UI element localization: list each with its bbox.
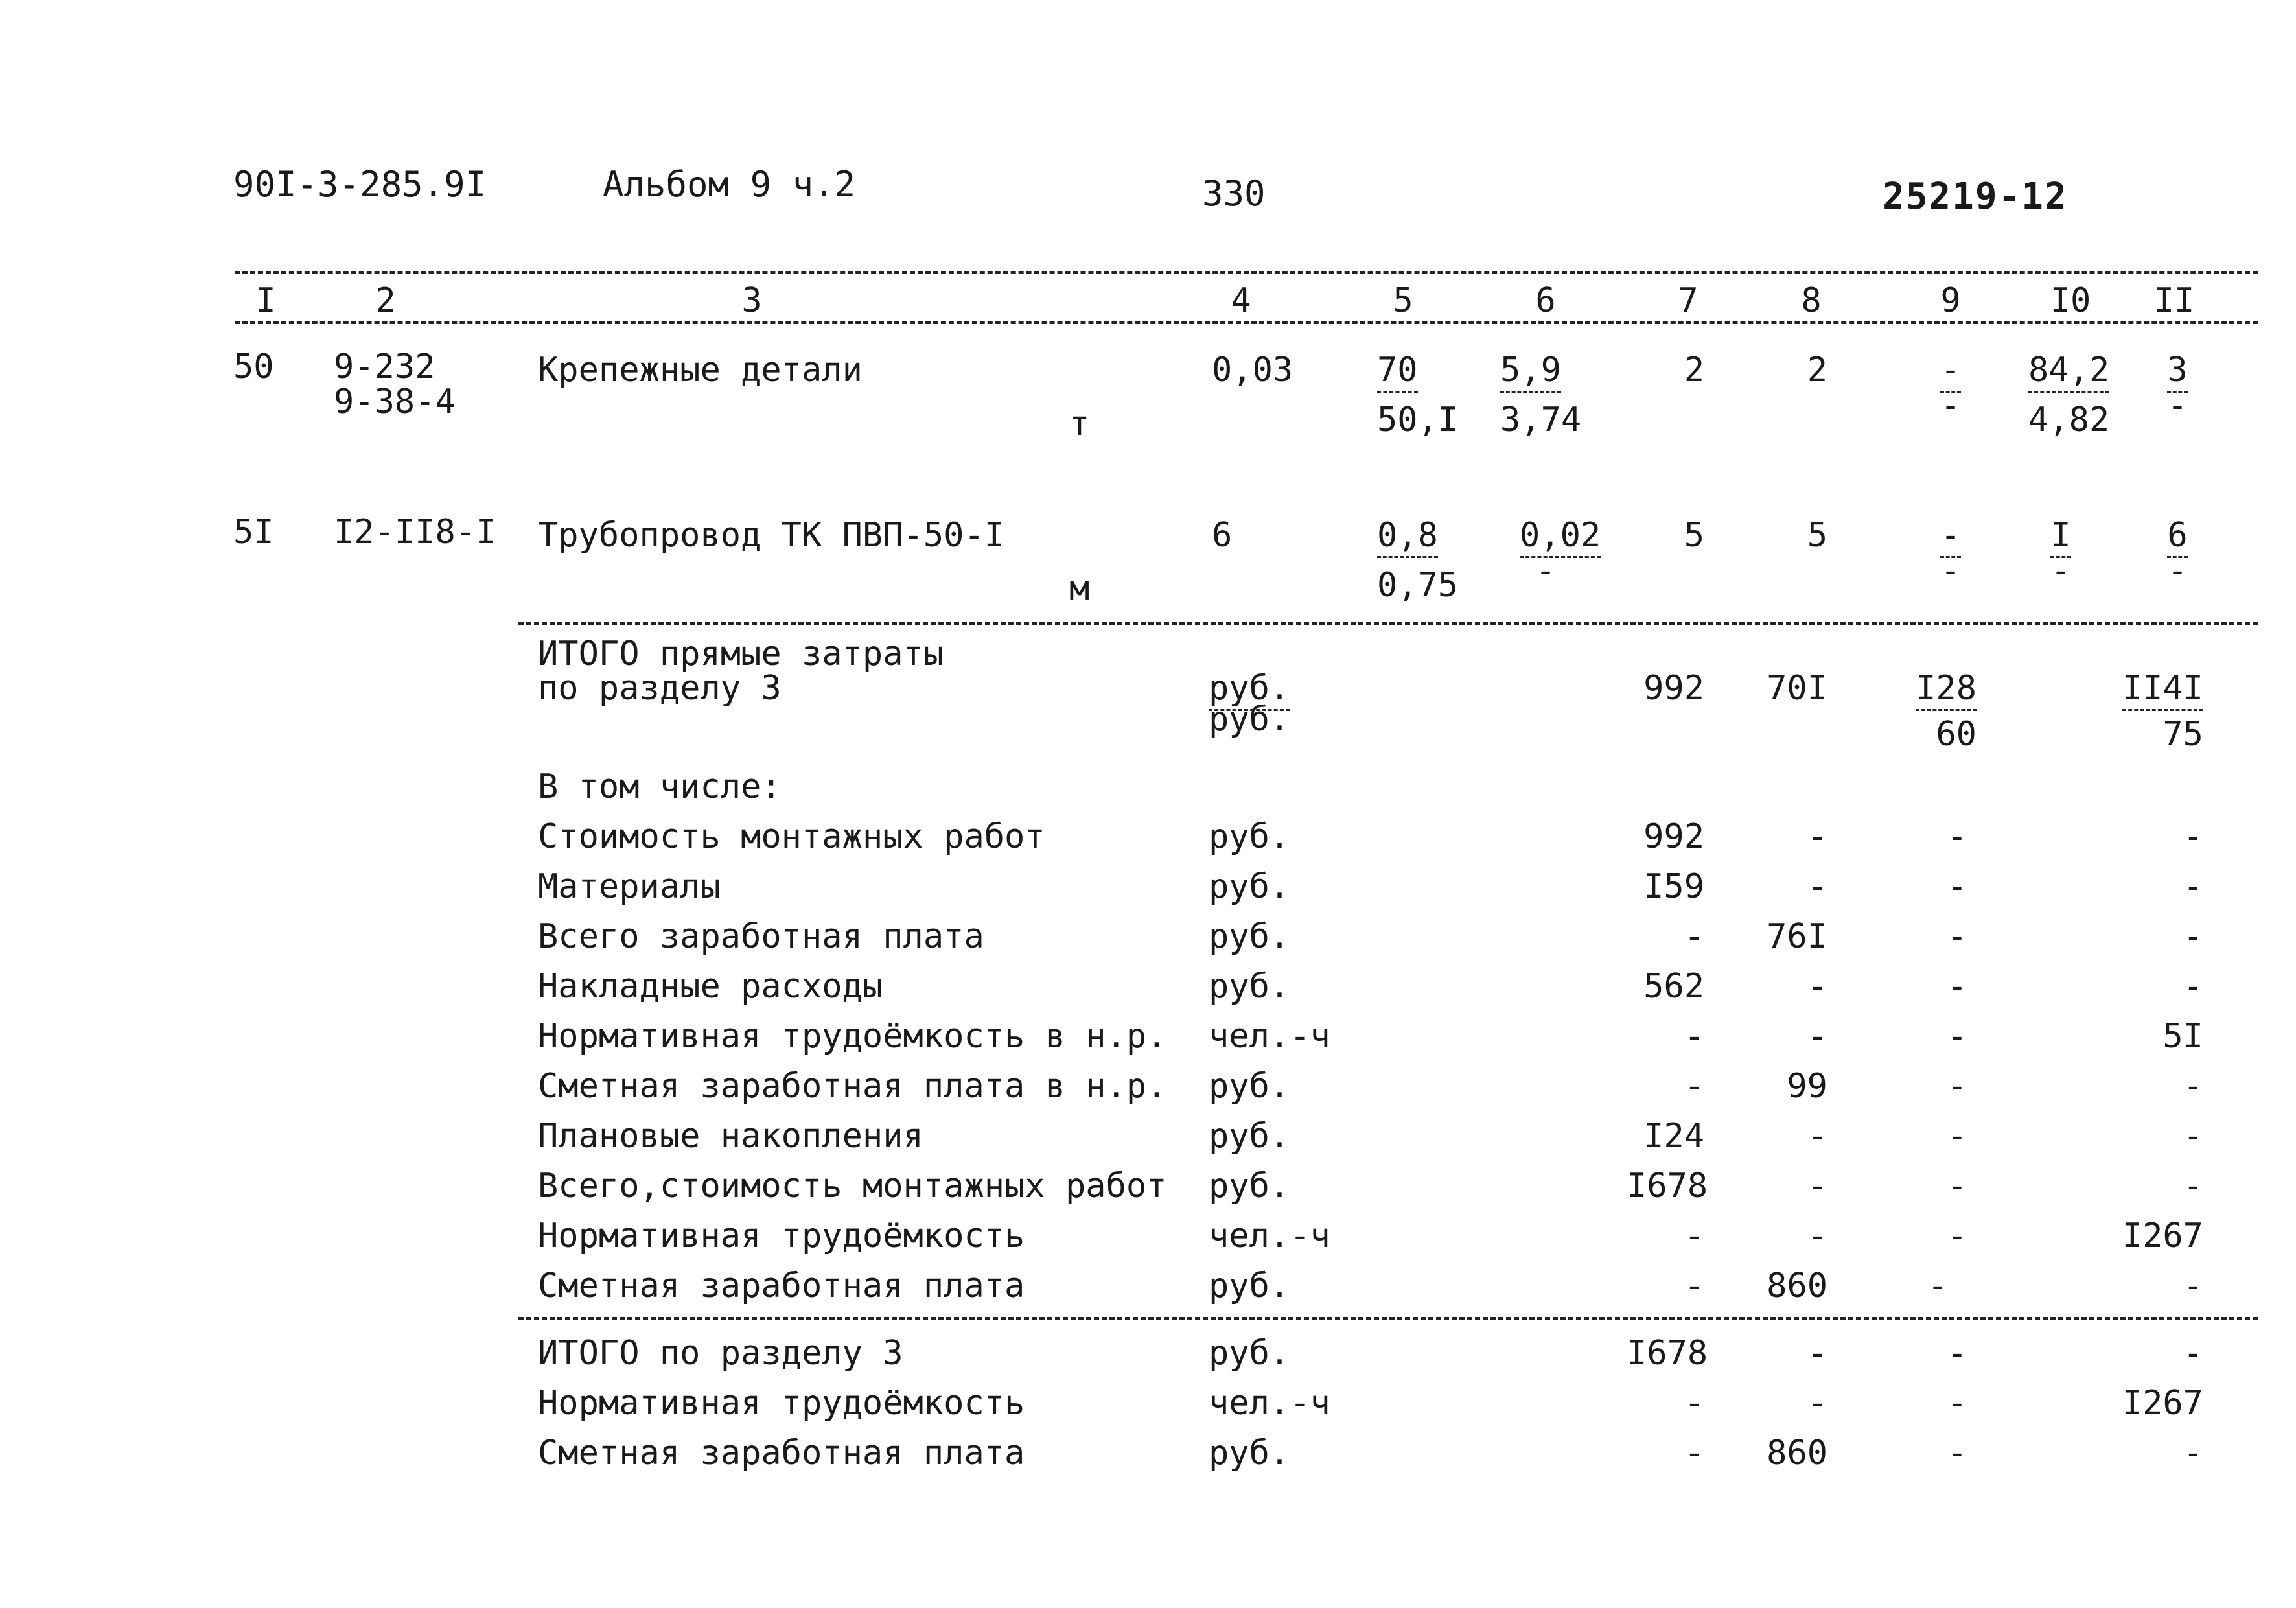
line-col8: -: [1807, 817, 1827, 856]
header-top-rule: [235, 271, 2258, 274]
line-col11: I267: [2122, 1384, 2203, 1423]
line-col7: -: [1684, 1067, 1704, 1106]
line-col7: I678: [1627, 1167, 1708, 1206]
line-label: Сметная заработная плата: [538, 1266, 1025, 1305]
col-header-2: 2: [375, 281, 396, 320]
line-col9: -: [1947, 867, 1967, 906]
col-header-1: I: [255, 281, 276, 320]
direct-col11-den: 75: [2163, 715, 2203, 754]
price-numerator: 0,8: [1377, 516, 1438, 558]
direct-col9-den: 60: [1936, 715, 1977, 754]
header-bottom-rule: [235, 321, 2258, 324]
row-number: 5I: [233, 513, 274, 552]
line-col11: -: [2183, 1266, 2203, 1305]
row-quantity: 0,03: [1212, 351, 1293, 390]
direct-col8: 70I: [1767, 669, 1827, 708]
including-label: В том числе:: [538, 767, 782, 806]
album-label: Альбом 9 ч.2: [603, 164, 856, 205]
line-col11: -: [2183, 867, 2203, 906]
col10-numerator: 84,2: [2028, 351, 2109, 393]
col6-denominator: 3,74: [1500, 401, 1582, 439]
col9-denominator: -: [1940, 552, 1961, 590]
line-col9: -: [1947, 1117, 1967, 1156]
col-header-4: 4: [1231, 281, 1251, 320]
line-col9: -: [1947, 1334, 1967, 1373]
line-unit: руб.: [1209, 1167, 1290, 1206]
line-col7: I24: [1643, 1117, 1704, 1156]
line-label: Стоимость монтажных работ: [538, 817, 1045, 856]
line-label: Накладные расходы: [538, 967, 883, 1006]
line-col7: I59: [1643, 867, 1704, 906]
section-total-label: ИТОГО по разделу 3: [538, 1334, 903, 1373]
line-unit: чел.-ч: [1209, 1217, 1330, 1255]
direct-col7: 992: [1643, 669, 1704, 708]
line-col7: 992: [1643, 817, 1704, 856]
col-header-5: 5: [1393, 281, 1413, 320]
line-col7: -: [1684, 1384, 1704, 1423]
subtotal-rule: [518, 622, 2258, 625]
direct-costs-label: ИТОГО прямые затраты: [538, 635, 944, 673]
line-label: Всего,стоимость монтажных работ: [538, 1167, 1167, 1206]
line-col11: -: [2183, 1334, 2203, 1373]
line-col9: -: [1947, 817, 1967, 856]
col-header-7: 7: [1678, 281, 1699, 320]
col11-numerator: 6: [2167, 516, 2187, 558]
row-name: Трубопровод ТК ПВП-50-I: [538, 516, 1005, 555]
row-code: 9-38-4: [334, 382, 456, 421]
line-col7: -: [1684, 1266, 1704, 1305]
line-unit: руб.: [1209, 1334, 1290, 1373]
line-label: Плановые накопления: [538, 1117, 923, 1156]
line-col8: 860: [1767, 1266, 1827, 1305]
page-number: 330: [1202, 173, 1266, 214]
line-col9: -: [1947, 917, 1967, 956]
row-number: 50: [233, 347, 274, 386]
row-code: 9-232: [334, 347, 435, 386]
line-col7: -: [1684, 917, 1704, 956]
line-unit: руб.: [1209, 1117, 1290, 1156]
line-label: Нормативная трудоёмкость: [538, 1217, 1025, 1255]
line-col11: -: [2183, 967, 2203, 1006]
line-col8: -: [1807, 1217, 1827, 1255]
col7-value: 5: [1684, 516, 1704, 555]
line-unit: руб.: [1209, 1266, 1290, 1305]
line-col9: -: [1947, 967, 1967, 1006]
col11-numerator: 3: [2167, 351, 2187, 393]
line-label: Сметная заработная плата в н.р.: [538, 1067, 1167, 1106]
line-col7: I678: [1627, 1334, 1708, 1373]
line-col8: -: [1807, 1334, 1827, 1373]
line-unit: руб.: [1209, 1067, 1290, 1106]
unit-bottom: руб.: [1209, 700, 1290, 739]
line-col11: -: [2183, 1167, 2203, 1206]
line-col8: 860: [1767, 1434, 1827, 1473]
col-header-9: 9: [1940, 281, 1961, 320]
direct-col9-num: I28: [1916, 669, 1977, 711]
line-col8: -: [1807, 1117, 1827, 1156]
col10-denominator: 4,82: [2028, 401, 2110, 439]
col-header-3: 3: [741, 281, 762, 320]
col8-value: 5: [1807, 516, 1827, 555]
col6-denominator: -: [1535, 552, 1556, 590]
line-label: Всего заработная плата: [538, 917, 984, 956]
line-col11: -: [2183, 817, 2203, 856]
line-col8: -: [1807, 1384, 1827, 1423]
line-col7: 562: [1643, 967, 1704, 1006]
archive-stamp: 25219-12: [1883, 176, 2068, 218]
line-unit: чел.-ч: [1209, 1384, 1330, 1423]
line-col9: -: [1947, 1217, 1967, 1255]
col-header-8: 8: [1801, 281, 1822, 320]
line-label: Нормативная трудоёмкость в н.р.: [538, 1017, 1167, 1056]
line-col9: -: [1927, 1266, 1948, 1305]
row-unit: т: [1069, 404, 1090, 443]
line-unit: руб.: [1209, 867, 1290, 906]
line-col9: -: [1947, 1067, 1967, 1106]
row-quantity: 6: [1212, 516, 1233, 555]
line-col9: -: [1947, 1434, 1967, 1473]
line-col7: -: [1684, 1217, 1704, 1255]
line-label: Сметная заработная плата: [538, 1434, 1025, 1473]
line-col8: -: [1807, 967, 1827, 1006]
line-col11: -: [2183, 917, 2203, 956]
col9-numerator: -: [1940, 516, 1960, 558]
direct-costs-label-2: по разделу 3: [538, 669, 782, 708]
col10-numerator: I: [2050, 516, 2070, 558]
price-denominator: 0,75: [1377, 566, 1459, 605]
direct-col11-num: II4I: [2122, 669, 2203, 711]
line-col8: 99: [1787, 1067, 1827, 1106]
line-col9: -: [1947, 1384, 1967, 1423]
doc-code: 90I-3-285.9I: [233, 164, 487, 205]
row-unit: м: [1069, 569, 1090, 608]
row-name: Крепежные детали: [538, 351, 863, 390]
line-col8: 76I: [1767, 917, 1827, 956]
line-col7: -: [1684, 1434, 1704, 1473]
line-col11: I267: [2122, 1217, 2203, 1255]
col-header-11: II: [2153, 281, 2195, 320]
line-label: Материалы: [538, 867, 721, 906]
row-code: I2-II8-I: [334, 513, 496, 552]
col7-value: 2: [1684, 351, 1704, 390]
col9-denominator: -: [1940, 386, 1961, 425]
line-unit: руб.: [1209, 817, 1290, 856]
col6-numerator: 0,02: [1520, 516, 1601, 558]
section-total-rule: [518, 1317, 2258, 1320]
line-col9: -: [1947, 1017, 1967, 1056]
col10-denominator: -: [2050, 552, 2071, 590]
line-col11: -: [2183, 1117, 2203, 1156]
col6-numerator: 5,9: [1500, 351, 1561, 393]
unit-top: руб.: [1209, 669, 1290, 711]
col11-denominator: -: [2167, 552, 2188, 590]
line-col7: -: [1684, 1017, 1704, 1056]
line-unit: руб.: [1209, 967, 1290, 1006]
col8-value: 2: [1807, 351, 1827, 390]
line-unit: руб.: [1209, 917, 1290, 956]
line-col8: -: [1807, 1017, 1827, 1056]
line-col11: -: [2183, 1067, 2203, 1106]
line-unit: чел.-ч: [1209, 1017, 1330, 1056]
price-denominator: 50,I: [1377, 401, 1459, 439]
line-col8: -: [1807, 1167, 1827, 1206]
line-col11: 5I: [2163, 1017, 2203, 1056]
col-header-6: 6: [1535, 281, 1556, 320]
price-numerator: 70: [1377, 351, 1418, 393]
col9-numerator: -: [1940, 351, 1960, 393]
col-header-10: I0: [2050, 281, 2091, 320]
line-label: Нормативная трудоёмкость: [538, 1384, 1025, 1423]
line-col8: -: [1807, 867, 1827, 906]
line-unit: руб.: [1209, 1434, 1290, 1473]
col11-denominator: -: [2167, 386, 2188, 425]
line-col11: -: [2183, 1434, 2203, 1473]
line-col9: -: [1947, 1167, 1967, 1206]
